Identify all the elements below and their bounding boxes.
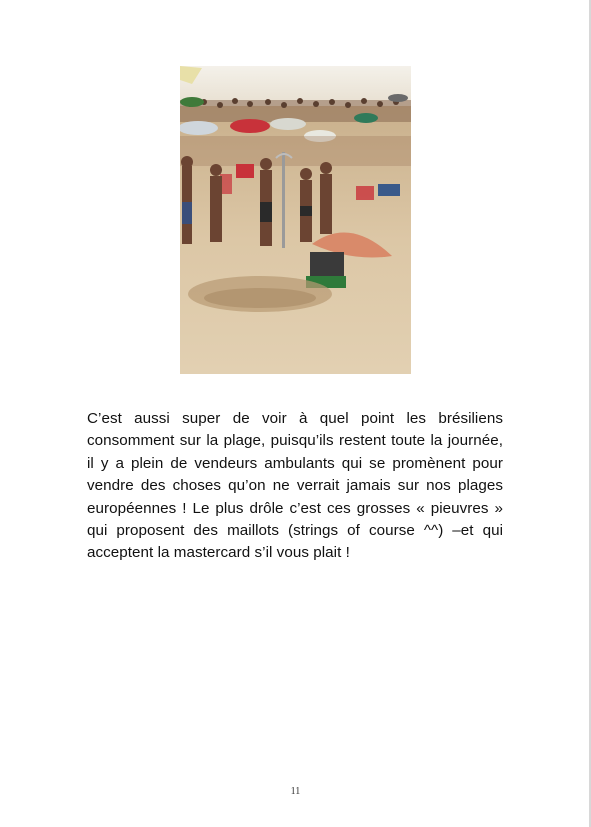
beach-photo (180, 66, 411, 374)
body-paragraph: C’est aussi super de voir à quel point les brésiliens consomment sur la plage, puisqu’ils restent toute la journée, il y a plein de vendeurs ambulants qui se promènent pour vendre des choses qu’on ne verrait jamais sur nos plages européennes ! Le plus drôle c’est ces grosses « pieuvres » qui proposent des maillots (strings of course ^^) –et qui acceptent la mastercard s’il vous plait ! (87, 410, 503, 562)
page-number: 11 (290, 786, 301, 797)
